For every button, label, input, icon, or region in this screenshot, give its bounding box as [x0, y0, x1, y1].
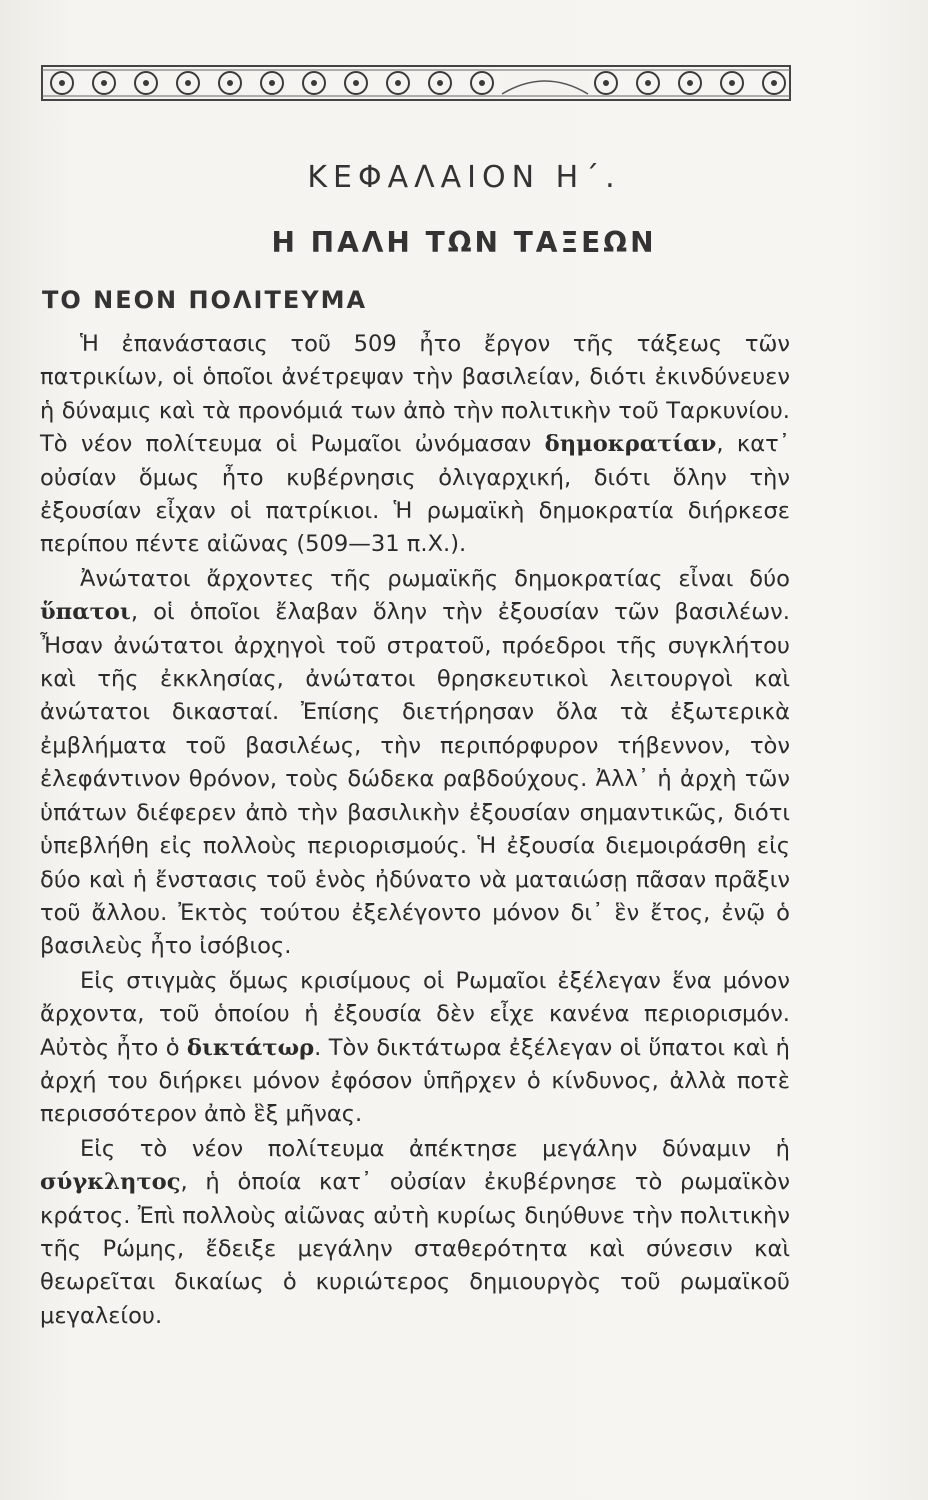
paragraph-1-text-a: Ἡ ἐπανάστασις τοῦ 509 ἦτο ἔργον τῆς τάξεως τῶν πατρικίων, οἱ ὁποῖοι ἀνέτρεψαν τὴν βασιλείαν, διότι ἐκινδύνευεν ἡ δύναμις καὶ τὰ προνόμιά των ἀπὸ τὴν πολιτικὴν τοῦ Ταρκυνίου. Τὸ νέον πολίτευμα οἱ Ρωμαῖοι ὠνόμασαν [40, 331, 790, 458]
paragraph-2-text-a: Ἀνώτατοι ἄρχοντες τῆς ρωμαϊκῆς δημοκρατίας εἶναι δύο [80, 565, 790, 592]
section-heading: ΤΟ ΝΕΟΝ ΠΟΛΙΤΕΥΜΑ [42, 286, 368, 314]
chapter-title: ΚΕΦΑΛΑΙΟΝ Η΄. [307, 160, 621, 195]
paragraph-3 [40, 965, 790, 1132]
paragraph-4-text-b: , ἡ ὁποία κατ᾽ οὐσίαν ἐκυβέρνησε τὸ ρωμαϊκὸν κράτος. Ἐπὶ πολλοὺς αἰῶνας αὐτὴ κυρίως διηύθυνε τὴν πολιτικὴν τῆς Ρώμης, ἔδειξε μεγάλην σταθερότητα καὶ σύνεσιν καὶ θεωρεῖται δικαίως ὁ κυριώτερος δημιουργὸς τοῦ ρωμαϊκοῦ μεγαλείου. [40, 1169, 790, 1329]
paragraph-4 [40, 1133, 790, 1333]
term-synklitos: σύγκλητος [40, 1169, 181, 1196]
chapter-subtitle: Η ΠΑΛΗ ΤΩΝ ΤΑΞΕΩΝ [271, 226, 657, 259]
term-diktator: δικτάτωρ [186, 1034, 315, 1061]
paragraph-1-text-b: , κατ᾽ οὐσίαν ὅμως ἦτο κυβέρνησις ὀλιγαρχική, διότι ὅλην τὴν ἐξουσίαν εἶχαν οἱ πατρίκιοι. Ἡ ρωμαϊκὴ δημοκρατία διήρκεσε περίπου πέντε αἰῶνας (509—31 π.Χ.). [40, 431, 791, 558]
paragraph-3-text-a: Εἰς στιγμὰς ὅμως κρισίμους οἱ Ρωμαῖοι ἐξέλεγαν ἕνα μόνον ἄρχοντα, τοῦ ὁποίου ἡ ἐξουσία δὲν εἶχε κανένα περιορισμόν. Αὐτὸς ἦτο ὁ [40, 967, 790, 1061]
paragraph-3-text-b: . Τὸν δικτάτωρα ἐξέλεγαν οἱ ὕπατοι καὶ ἡ ἀρχή του διήρκει μόνον ἐφόσον ὑπῆρχεν ὁ κίνδυνος, ἀλλὰ ποτὲ περισσότερον ἀπὸ ἓξ μῆνας. [40, 1034, 790, 1128]
paragraph-4-text-a: Εἰς τὸ νέον πολίτευμα ἀπέκτησε μεγάλην δύναμιν ἡ [80, 1135, 790, 1162]
term-dimokratia: δημοκρατίαν [544, 431, 717, 458]
paragraph-2 [40, 563, 790, 964]
paragraph-1 [40, 328, 790, 562]
term-ypatoi: ὕπατοι [40, 599, 131, 626]
paragraph-2-text-b: , οἱ ὁποῖοι ἔλαβαν ὅλην τὴν ἐξουσίαν τῶν βασιλέων. Ἦσαν ἀνώτατοι ἀρχηγοὶ τοῦ στρατοῦ, πρόεδροι τῆς συγκλήτου καὶ τῆς ἐκκλησίας, ἀνώτατοι θρησκευτικοὶ λειτουργοὶ καὶ ἀνώτατοι δικασταί. Ἐπίσης διετήρησαν ὅλα τὰ ἐξωτερικὰ ἐμβλήματα τοῦ βασιλέως, τὴν περιπόρφυρον τήβεννον, τὸν ἐλεφάντινον θρόνον, τοὺς δώδεκα ραβδούχους. Ἀλλ᾽ ἡ ἀρχὴ τῶν ὑπάτων διέφερεν ἀπὸ τὴν βασιλικὴν ἐξουσίαν σημαντικῶς, διότι ὑπεβλήθη εἰς πολλοὺς περιορισμούς. Ἡ ἐξουσία διεμοιράσθη εἰς δύο καὶ ἡ ἔνστασις τοῦ ἑνὸς ἠδύνατο νὰ ματαιώσῃ πᾶσαν πρᾶξιν τοῦ ἄλλου. Ἐκτὸς τούτου ἐξελέγοντο μόνον δι᾽ ἓν ἔτος, ἐνῷ ὁ βασιλεὺς ἦτο ἰσόβιος. [40, 599, 790, 960]
decorative-border-ornament [40, 60, 792, 106]
body-text [40, 328, 790, 1333]
